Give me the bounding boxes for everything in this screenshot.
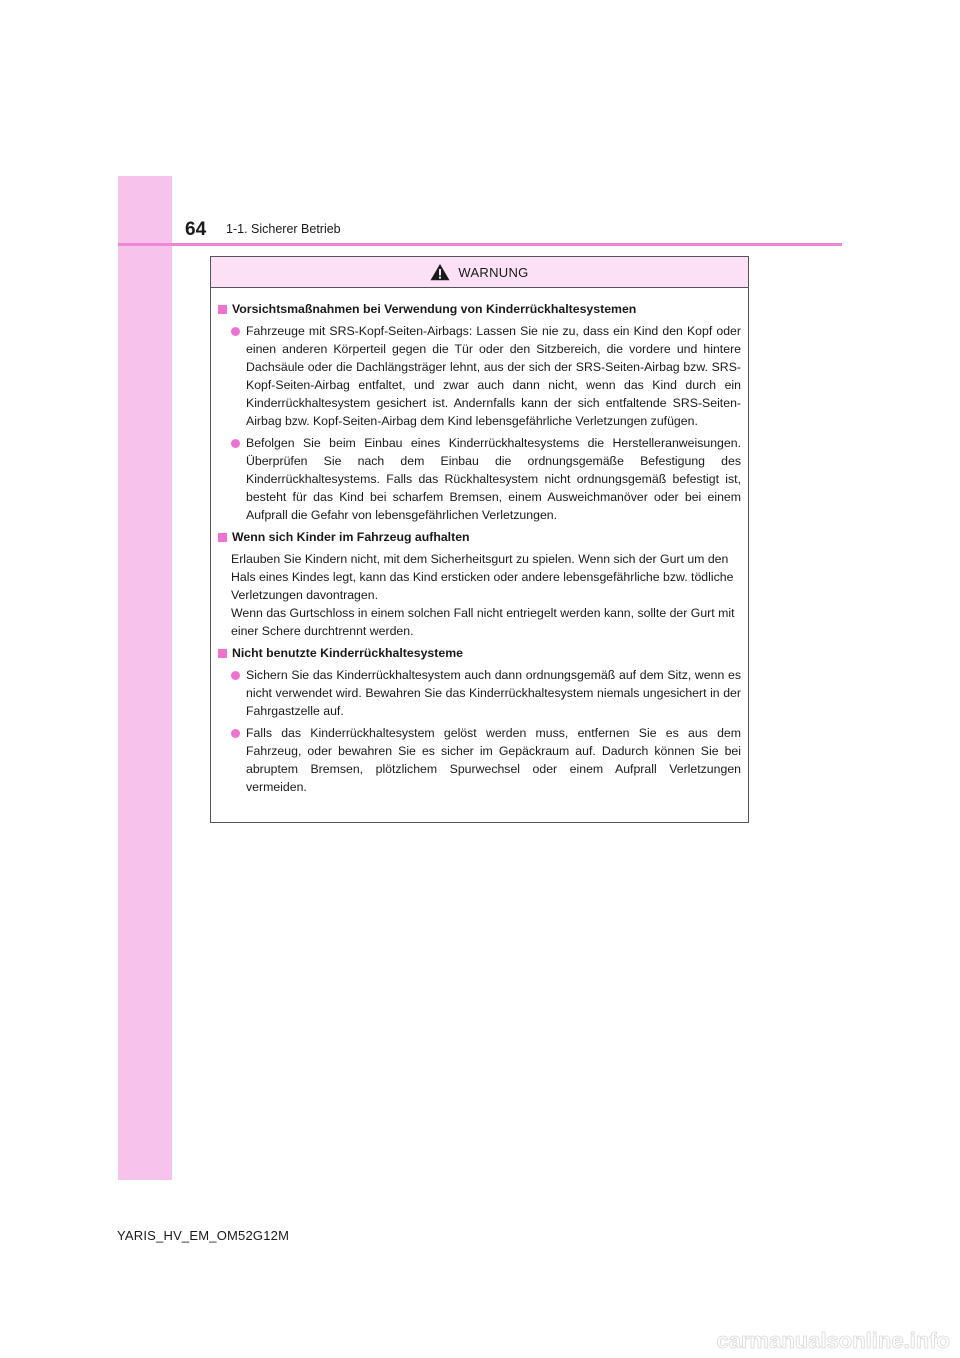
bullet-text: Fahrzeuge mit SRS-Kopf-Seiten-Airbags: Lassen Sie nie zu, dass ein Kind den Kopf oder einen anderen Körperteil gegen die Tür oder den Sitzbereich, die vordere und hintere Dachsäule oder die Dachlängsträger lehnt, aus der sich der SRS-Seiten-Airbag bzw. SRS-Kopf-Seiten-Airbag entfaltet, und zwar auch dann nicht, wenn das Kind durch ein Kinderrückhaltesystem gesichert ist. Andernfalls kann der sich entfaltende SRS-Seiten-Airbag bzw. Kopf-Seiten-Airbag dem Kind lebensgefährliche Verletzungen zufügen. xyxy=(246,324,741,428)
topic-heading xyxy=(218,528,741,546)
round-bullet-icon xyxy=(231,439,240,448)
document-code: YARIS_HV_EM_OM52G12M xyxy=(117,1228,290,1243)
topic-paragraph: Erlauben Sie Kindern nicht, mit dem Sicherheitsgurt zu spielen. Wenn sich der Gurt um den Hals eines Kindes legt, kann das Kind ersticken oder andere lebensgefährliche bzw. tödliche Verletzungen davontragen. xyxy=(231,552,734,602)
round-bullet-icon xyxy=(231,671,240,680)
svg-text:carmanualsonline.info: carmanualsonline.info xyxy=(716,1328,950,1353)
bullet-text: Sichern Sie das Kinderrückhaltesystem auch dann ordnungsgemäß auf dem Sitz, wenn es nicht verwendet wird. Bewahren Sie das Kinderrückhaltesystem niemals ungesichert in der Fahrgastzelle auf. xyxy=(246,668,741,718)
square-bullet-icon xyxy=(218,533,227,542)
round-bullet-icon xyxy=(231,327,240,336)
page-number: 64 xyxy=(185,219,207,240)
warning-triangle-icon xyxy=(430,263,450,281)
square-bullet-icon xyxy=(218,305,227,314)
topic-heading xyxy=(218,644,741,662)
bullet-item xyxy=(231,666,741,720)
section-title: 1-1. Sicherer Betrieb xyxy=(226,222,341,236)
warning-label: WARNUNG xyxy=(458,264,529,280)
bullet-item xyxy=(231,434,741,524)
topic-heading xyxy=(218,300,741,318)
side-tab xyxy=(118,176,172,1180)
warning-box xyxy=(210,256,749,823)
header-rule xyxy=(118,243,842,246)
topic-paragraph: Wenn das Gurtschloss in einem solchen Fall nicht entriegelt werden kann, sollte der Gurt mit einer Schere durchtrennt werden. xyxy=(231,606,735,638)
bullet-text: Falls das Kinderrückhaltesystem gelöst werden muss, entfernen Sie es aus dem Fahrzeug, oder bewahren Sie es sicher im Gepäckraum auf. Dadurch können Sie bei abruptem Bremsen, plötzlichem Spurwechsel oder einem Aufprall Verletzungen vermeiden. xyxy=(246,726,741,794)
bullet-item xyxy=(231,322,741,430)
topic-title: Vorsichtsmaßnahmen bei Verwendung von Kinderrückhaltesystemen xyxy=(232,302,637,316)
square-bullet-icon xyxy=(218,649,227,658)
warning-body xyxy=(211,288,748,796)
round-bullet-icon xyxy=(231,729,240,738)
warning-header xyxy=(211,257,748,288)
topic-title: Wenn sich Kinder im Fahrzeug aufhalten xyxy=(232,530,470,544)
bullet-item xyxy=(231,724,741,796)
topic-title: Nicht benutzte Kinderrückhaltesysteme xyxy=(232,646,463,660)
watermark-logo xyxy=(674,1324,954,1354)
bullet-text: Befolgen Sie beim Einbau eines Kinderrückhaltesystems die Herstelleranweisungen. Überprüfen Sie nach dem Einbau die ordnungsgemäße Befestigung des Kinderrückhaltesystems. Falls das Rückhaltesystem nicht ordnungsgemäß befestigt ist, besteht für das Kind bei scharfem Bremsen, einem Ausweichmanöver oder bei einem Aufprall die Gefahr von lebensgefährlichen Verletzungen. xyxy=(246,436,741,522)
